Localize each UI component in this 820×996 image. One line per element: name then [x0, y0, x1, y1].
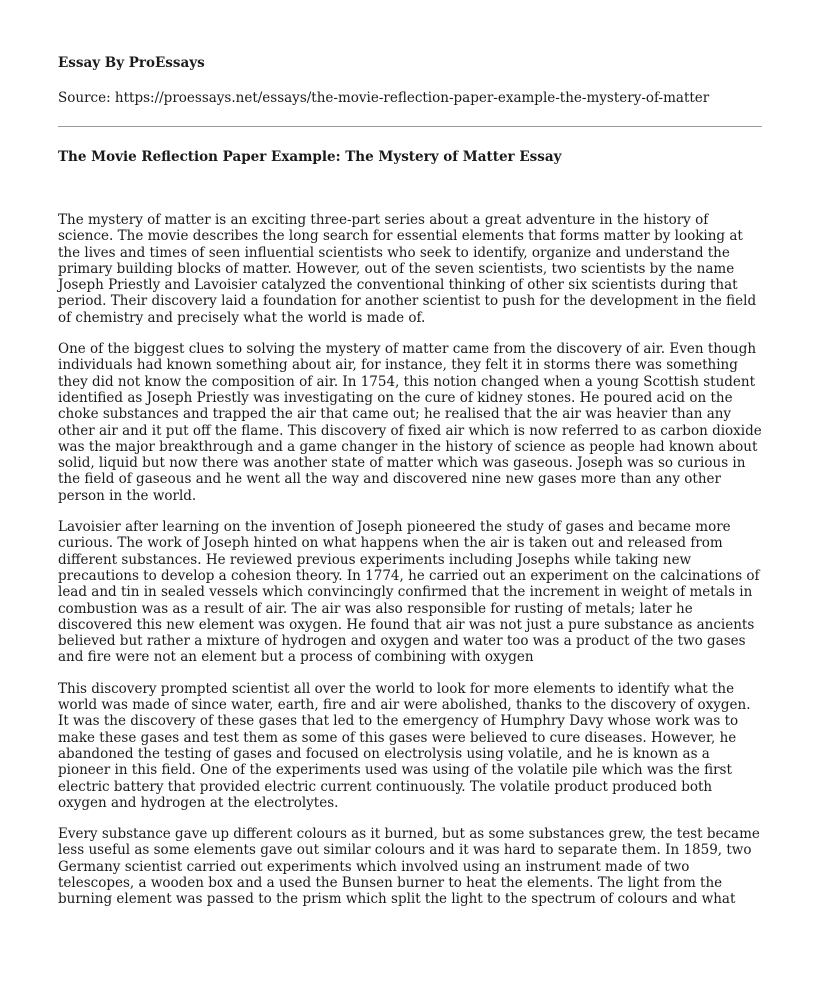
source-line: Source: https://proessays.net/essays/the-movie-reflection-paper-example-the-mystery-of-matter	[58, 90, 710, 106]
essay-title: The Movie Reflection Paper Example: The Mystery of Matter Essay	[58, 149, 562, 165]
essay-paragraph-4: This discovery prompted scientist all over the world to look for more elements to identify what the world was made of since water, earth, fire and air were abolished, thanks to the discovery of oxygen. It was the discovery of these gases that led to the emergency of Humphry Davy whose work was to make these gases and test them as some of this gases were believed to cure diseases. However, he abandoned the testing of gases and focused on electrolysis using volatile, and he is known as a pioneer in this field. One of the experiments used was using of the volatile pile which was the first electric battery that provided electric current continuously. The volatile product produced both oxygen and hydrogen at the electrolytes.	[58, 680, 751, 811]
essay-paragraph-2: One of the biggest clues to solving the mystery of matter came from the discovery of air. Even though individuals had known something about air, for instance, they felt it in storms there was something they did not know the composition of air. In 1754, this notion changed when a young Scottish student identified as Joseph Priestly was investigating on the cure of kidney stones. He poured acid on the choke substances and trapped the air that came out; he realised that the air was heavier than any other air and it put off the flame. This discovery of fixed air which is now referred to as carbon dioxide was the major breakthrough and a game changer in the history of science as people had known about solid, liquid but now there was another state of matter which was gaseous. Joseph was so curious in the field of gaseous and he went all the way and discovered nine new gases more than any other person in the world.	[58, 341, 762, 504]
essay-paragraph-1: The mystery of matter is an exciting three-part series about a great adventure in the history of science. The movie describes the long search for essential elements that forms matter by looking at the lives and times of seen influential scientists who seek to identify, organize and understand the primary building blocks of matter. However, out of the seven scientists, two scientists by the name Joseph Priestly and Lavoisier catalyzed the conventional thinking of other six scientists during that period. Their discovery laid a foundation for another scientist to push for the development in the field of chemistry and precisely what the world is made of.	[58, 212, 757, 326]
document-header-title: Essay By ProEssays	[58, 55, 205, 71]
header-divider	[58, 126, 762, 127]
essay-body	[58, 165, 762, 908]
essay-paragraph-5: Every substance gave up different colours as it burned, but as some substances grew, the test became less useful as some elements gave out similar colours and it was hard to separate them. In 1859, two Germany scientist carried out experiments which involved using an instrument made of two telescopes, a wooden box and a used the Bunsen burner to heat the elements. The light from the burning element was passed to the prism which split the light to the spectrum of colours and what	[58, 826, 760, 908]
essay-paragraph-3: Lavoisier after learning on the invention of Joseph pioneered the study of gases and became more curious. The work of Joseph hinted on what happens when the air is taken out and released from different substances. He reviewed previous experiments including Josephs while taking new precautions to develop a cohesion theory. In 1774, he carried out an experiment on the calcinations of lead and tin in sealed vessels which convincingly confirmed that the increment in weight of metals in combustion was as a result of air. The air was also responsible for rusting of metals; later he discovered this new element was oxygen. He found that air was not just a pure substance as ancients believed but rather a mixture of hydrogen and oxygen and water too was a product of the two gases and fire were not an element but a process of combining with oxygen	[58, 519, 760, 666]
